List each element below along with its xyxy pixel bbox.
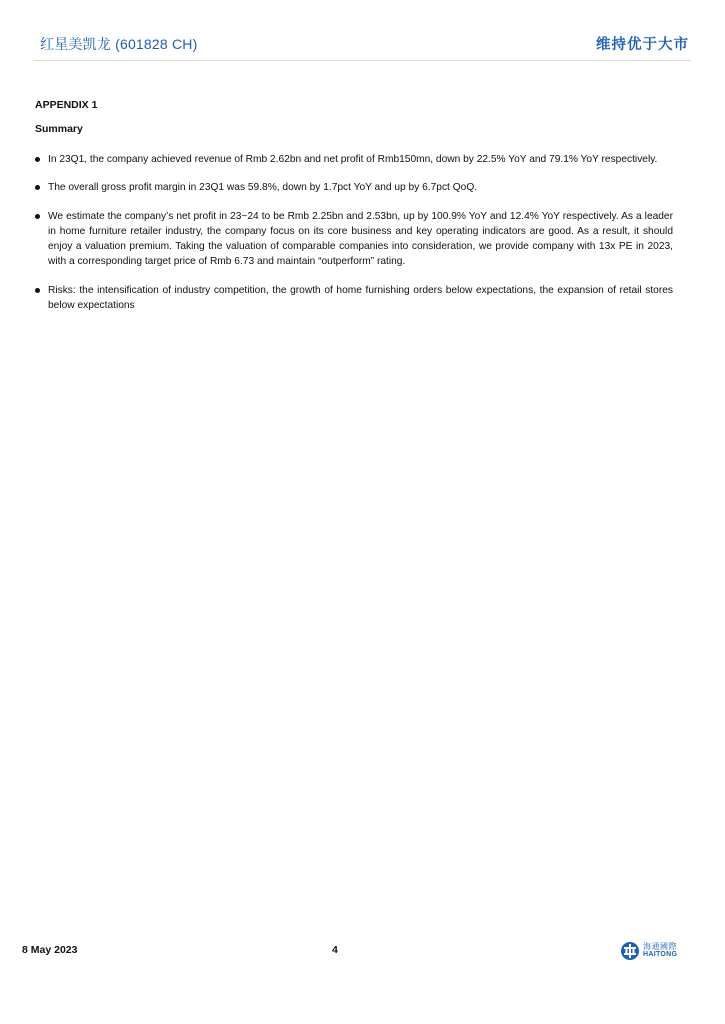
- bullet-dot-icon: [35, 157, 40, 162]
- bullet-dot-icon: [35, 185, 40, 190]
- rating-title: 维持优于大市: [596, 37, 689, 53]
- header-divider: [34, 60, 691, 61]
- summary-heading: Summary: [35, 123, 83, 135]
- bullet-text: Risks: the intensification of industry competition, the growth of home furnishing orders below expectations, the expansion of retail stores below expectations: [48, 285, 673, 311]
- report-ticker-title: 红星美凯龙 (601828 CH): [40, 36, 198, 52]
- haitong-logo-icon: [620, 941, 640, 961]
- bullet-dot-icon: [35, 288, 40, 293]
- logo-english-text: HAITONG: [643, 951, 678, 958]
- summary-bullet-list: [35, 152, 673, 327]
- bullet-item: [35, 152, 673, 167]
- bullet-text: In 23Q1, the company achieved revenue of Rmb 2.62bn and net profit of Rmb150mn, down by 22.5% YoY and 79.1% YoY respectively.: [48, 154, 658, 165]
- bullet-item: [35, 209, 673, 269]
- bullet-text: We estimate the company’s net profit in 23~24 to be Rmb 2.25bn and 2.53bn, up by 100.9% YoY and 12.4% YoY respectively. As a leader in home furniture retailer industry, the company focus on its core business and key operating indicators are good. As a result, it should enjoy a valuation premium. Taking the valuation of comparable companies into consideration, we provide company with 13x PE in 2023, with a corresponding target price of Rmb 6.73 and maintain “outperform” rating.: [48, 211, 673, 267]
- bullet-item: [35, 180, 673, 195]
- bullet-item: [35, 283, 673, 313]
- appendix-heading: APPENDIX 1: [35, 99, 98, 111]
- bullet-dot-icon: [35, 214, 40, 219]
- haitong-logo: [620, 940, 680, 962]
- bullet-text: The overall gross profit margin in 23Q1 was 59.8%, down by 1.7pct YoY and up by 6.7pct QoQ.: [48, 182, 478, 193]
- logo-chinese-text: 海通國際: [643, 942, 677, 951]
- footer-date: 8 May 2023: [22, 944, 78, 956]
- page-number: 4: [332, 944, 338, 956]
